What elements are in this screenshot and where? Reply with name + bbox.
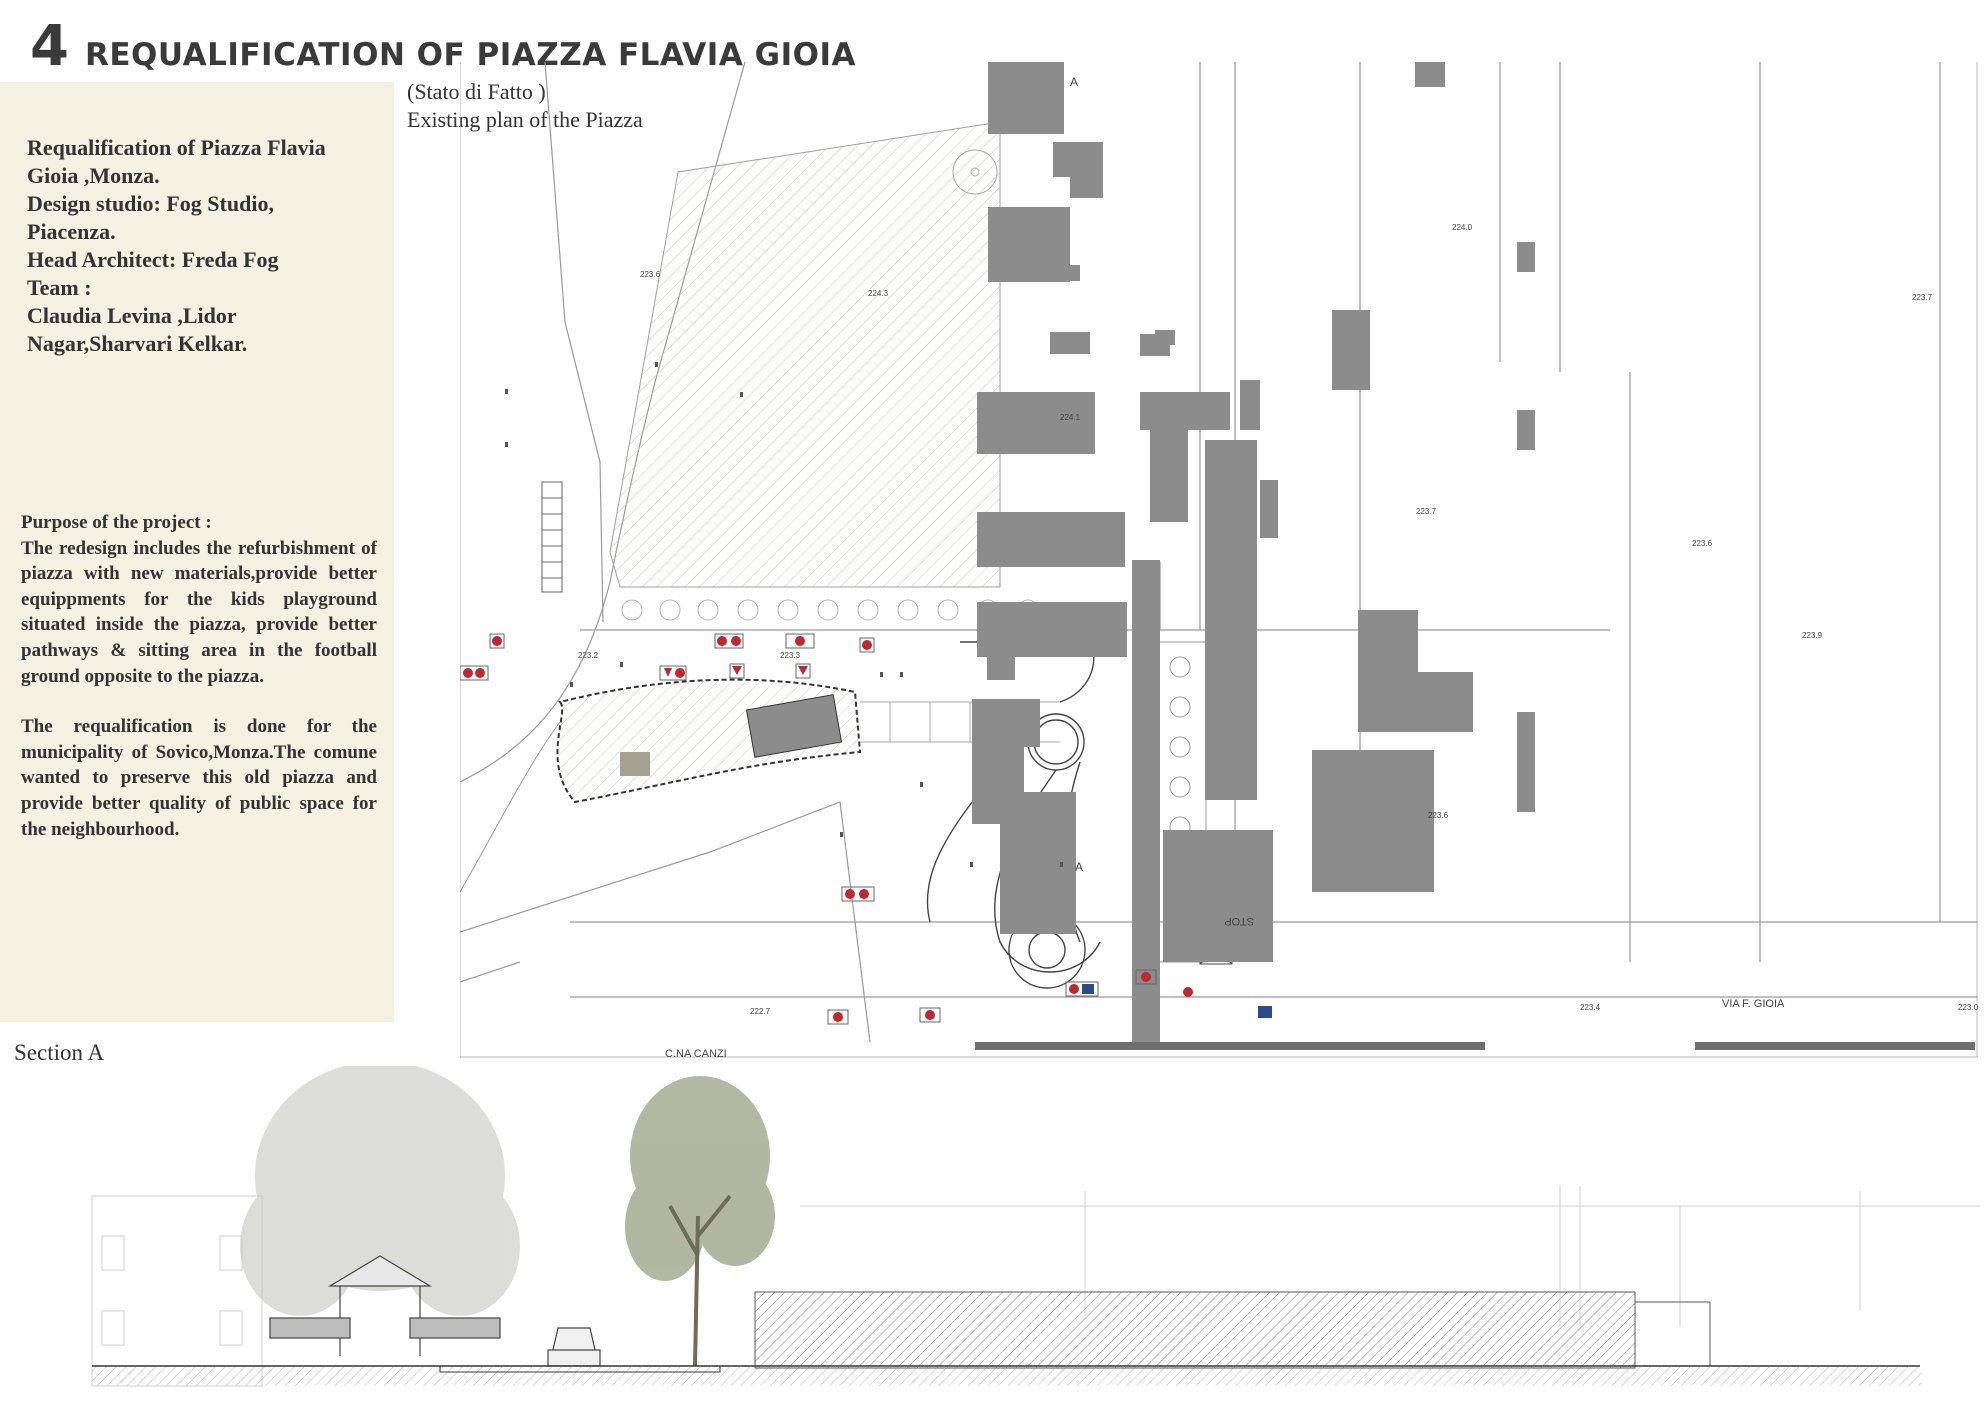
project-info-line: Design studio: Fog Studio, (27, 191, 274, 216)
elevation-label: 223.6 (1428, 811, 1449, 820)
section-marker-bottom: A (1075, 860, 1084, 874)
street-label-left: C.NA CANZI (665, 1048, 727, 1058)
project-info-line: Requalification of Piazza Flavia (27, 135, 326, 160)
elevation-label: 223.2 (578, 651, 599, 660)
car (548, 1328, 600, 1366)
site-plan-drawing (460, 62, 1978, 1058)
project-info (27, 134, 387, 358)
buildings (972, 62, 1535, 1045)
elevation-label: 223.6 (1692, 539, 1713, 548)
plan-caption-description: Existing plan of the Piazza (407, 107, 643, 132)
project-info-line: Gioia ,Monza. (27, 163, 160, 188)
elevation-label: 223.4 (1580, 1003, 1601, 1012)
elevation-label: 223.3 (780, 651, 801, 660)
purpose-paragraph-2: The requalification is done for the municipality of Sovico,Monza.The comune wanted to preserve this old piazza and provide better quality of public space for the neighbourhood. (21, 716, 377, 840)
project-info-line: Nagar,Sharvari Kelkar. (27, 331, 248, 356)
elevation-label: 223.6 (640, 270, 661, 279)
main-tree (625, 1076, 775, 1281)
purpose-heading: Purpose of the project : (21, 512, 212, 533)
section-marker-top: A (1070, 75, 1079, 89)
title-text: REQUALIFICATION OF PIAZZA FLAVIA GIOIA (84, 37, 856, 73)
elevation-label: 224.3 (868, 289, 889, 298)
elevation-label: 223.7 (1416, 507, 1437, 516)
parking-stalls (542, 482, 562, 592)
elevation-label: 223.0 (1958, 1003, 1978, 1012)
elevation-label: 224.1 (1060, 413, 1081, 422)
elevation-label: 224.0 (1452, 223, 1473, 232)
tree-row (622, 600, 1038, 620)
plan-caption-status: (Stato di Fatto ) (407, 79, 546, 104)
project-info-line: Claudia Levina ,Lidor (27, 303, 237, 328)
boundary-wall (755, 1292, 1635, 1368)
project-info-line: Head Architect: Freda Fog (27, 247, 279, 272)
title-number: 4 (30, 14, 69, 79)
project-info-line: Piacenza. (27, 219, 116, 244)
section-label: Section A (14, 1040, 105, 1065)
street-label-right: VIA F. GIOIA (1722, 998, 1785, 1010)
purpose-paragraph-1: The redesign includes the refurbishment of piazza with new materials,provide better equippments for the kids playground situated inside the piazza, provide better pathways & sitting area in the football ground opposite to the piazza. (21, 537, 377, 687)
elevation-label: 223.7 (1912, 293, 1933, 302)
stop-label: STOP (1224, 915, 1254, 927)
elevation-label: 222.7 (750, 1007, 771, 1016)
elevation-label: 223.9 (1802, 631, 1823, 640)
project-info-line: Team : (27, 275, 92, 300)
section-drawing (80, 1066, 1980, 1396)
piazza-hatched-area (610, 122, 1000, 587)
project-purpose (21, 510, 377, 842)
